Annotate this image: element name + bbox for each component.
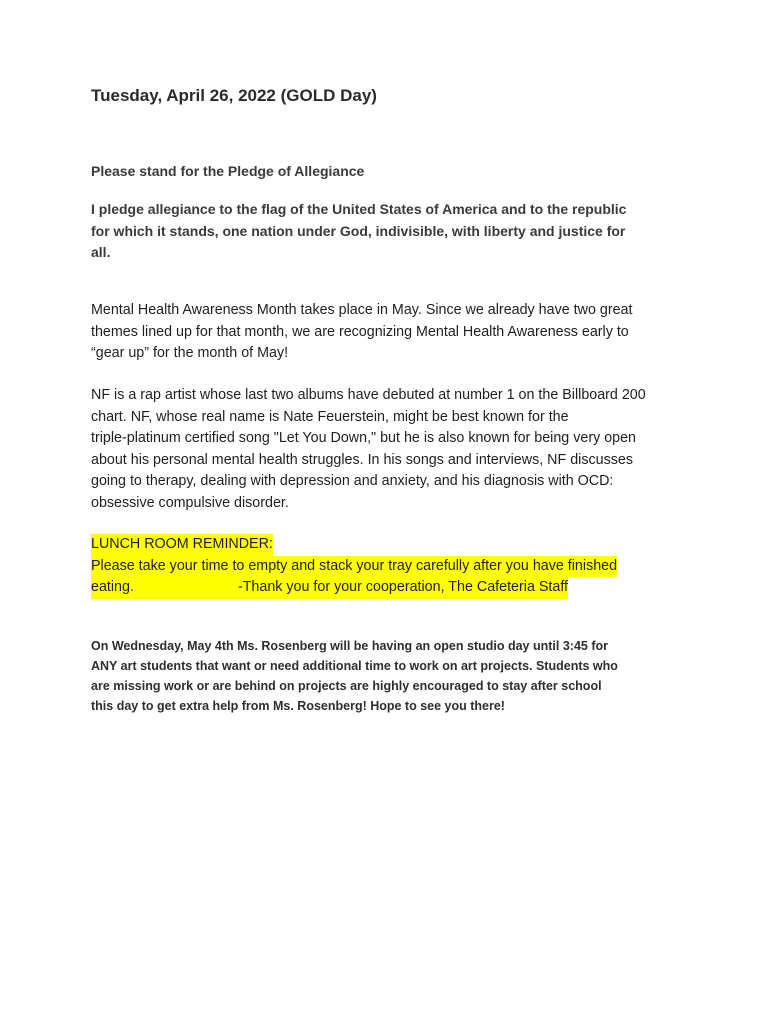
cafeteria-signature: -Thank you for your cooperation, The Cafeteria Staff [237, 579, 569, 595]
lunch-heading: LUNCH ROOM REMINDER: [91, 534, 273, 556]
pledge-line: I pledge allegiance to the flag of the United States of America and to the republic [91, 201, 627, 217]
lunch-line-start: eating. [91, 579, 134, 595]
paragraph-line: Mental Health Awareness Month takes place in May. Since we already have two great [91, 302, 633, 318]
page-title: Tuesday, April 26, 2022 (GOLD Day) [91, 86, 377, 105]
paragraph-line: obsessive compulsive disorder. [91, 494, 289, 511]
paragraph-line: this day to get extra help from Ms. Rosenberg! Hope to see you there! [91, 699, 505, 713]
pledge-text [91, 199, 691, 264]
mental-health-paragraph [91, 300, 691, 365]
nf-paragraph [91, 385, 691, 514]
lunch-line-signoff [91, 577, 568, 599]
pledge-line: for which it stands, one nation under God, indivisible, with liberty and justice for [91, 222, 626, 239]
paragraph-line: going to therapy, dealing with depression and anxiety, and his diagnosis with OCD: [91, 473, 614, 489]
paragraph-line: about his personal mental health struggles. In his songs and interviews, NF discusses [91, 451, 633, 468]
pledge-heading: Please stand for the Pledge of Allegiance [91, 163, 365, 179]
art-studio-paragraph [91, 636, 691, 716]
paragraph-line: are missing work or are behind on projects are highly encouraged to stay after school [91, 679, 602, 693]
paragraph-line: On Wednesday, May 4th Ms. Rosenberg will be having an open studio day until 3:45 for [91, 639, 608, 653]
paragraph-line: “gear up” for the month of May! [91, 345, 289, 361]
paragraph-line: ANY art students that want or need additional time to work on art projects. Students who [91, 659, 618, 673]
pledge-line: all. [91, 244, 111, 260]
lunch-reminder [91, 534, 691, 599]
paragraph-line: triple-platinum certified song "Let You Down," but he is also known for being very open [91, 430, 637, 446]
paragraph-line: NF is a rap artist whose last two albums have debuted at number 1 on the Billboard 200 [91, 387, 646, 403]
paragraph-line: themes lined up for that month, we are recognizing Mental Health Awareness early to [91, 323, 629, 340]
paragraph-line: chart. NF, whose real name is Nate Feuerstein, might be best known for the [91, 408, 569, 425]
lunch-line: Please take your time to empty and stack your tray carefully after you have finished [91, 556, 617, 578]
